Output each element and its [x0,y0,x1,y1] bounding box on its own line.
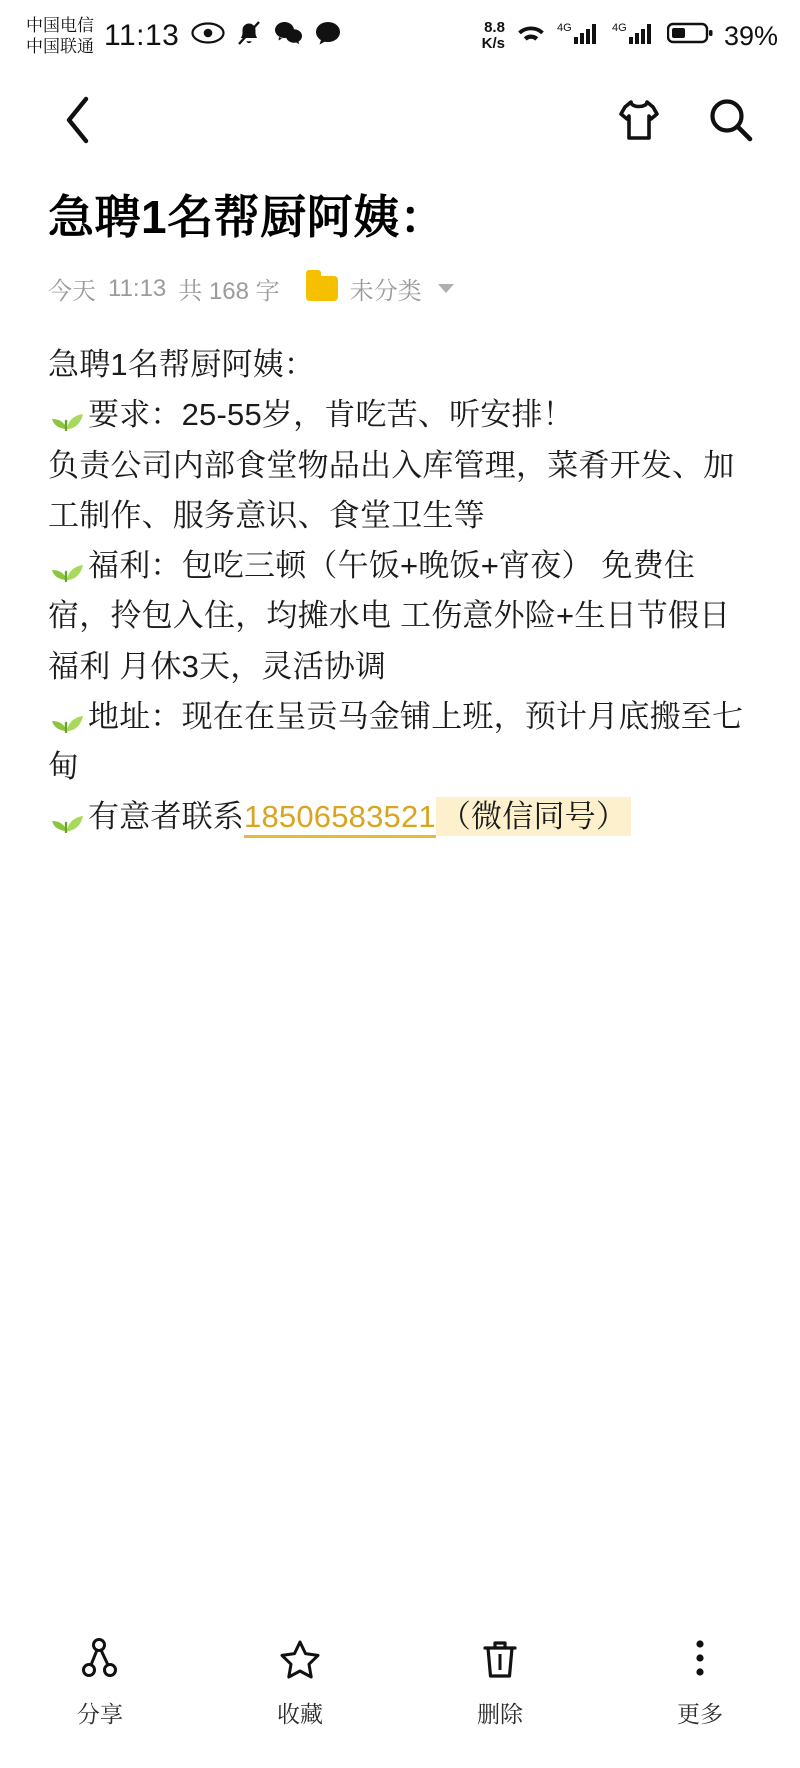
signal-bars-icon-1 [557,19,603,54]
note-day: 今天 [48,278,96,306]
note-folder-label: 未分类 [349,278,422,306]
note-line-text: 负责公司内部食堂物品出入库管理，菜肴开发、加工制作、服务意识、食堂卫生等 [48,447,735,533]
carrier-labels [26,15,94,58]
note-line-text: 急聘1名帮厨阿姨： [48,347,316,383]
favorite-label: 收藏 [277,1701,323,1727]
note-meta [48,271,752,306]
status-bar [0,0,800,72]
back-icon[interactable] [48,89,110,151]
svg-text:4G: 4G [611,21,627,34]
eye-icon [191,20,225,52]
svg-text:4G: 4G [556,21,572,34]
note-folder-selector[interactable] [306,271,454,306]
carrier-line-2: 中国联通 [26,37,94,56]
sprout-icon [48,801,86,833]
note-content [0,190,800,842]
search-icon[interactable] [700,89,762,151]
bell-muted-icon [236,19,262,54]
chevron-down-icon [438,284,454,293]
sprout-icon [48,701,86,733]
sprout-icon [48,550,86,582]
note-line [48,541,752,692]
contact-prefix: 有意者联系 [88,799,244,835]
phone-number-link[interactable]: 18506583521 [244,799,436,838]
net-speed-value: 8.8 [484,19,505,37]
status-clock: 11:13 [104,19,180,52]
note-body[interactable] [48,340,752,842]
note-line [48,340,752,390]
battery-icon [667,20,713,52]
note-line [48,441,752,541]
page-title: 急聘1名帮厨阿姨： [48,191,447,243]
favorite-button[interactable] [200,1636,400,1729]
note-line-text: 地址：现在在呈贡马金铺上班，预计月底搬至七甸 [48,698,744,784]
note-time: 11:13 [108,274,167,302]
delete-button[interactable] [400,1636,600,1729]
bottom-toolbar [0,1618,800,1768]
top-navigation-bar [0,72,800,168]
contact-suffix: （微信同号） [436,797,631,836]
network-speed [482,20,505,52]
note-line [48,390,752,440]
star-icon [278,1636,322,1682]
message-icon [314,20,342,53]
note-line-text: 要求：25-55岁，肯吃苦、听安排！ [88,397,574,433]
sprout-icon [48,399,86,431]
wifi-icon [514,20,548,53]
share-icon [79,1636,121,1682]
shirt-icon[interactable] [608,89,670,151]
share-button[interactable] [0,1636,200,1729]
note-line-text: 福利：包吃三顿（午饭+晚饭+宵夜） 免费住宿，拎包入住，均摊水电 工伤意外险+生日节假日福利 月休3天，灵活协调 [48,548,731,684]
more-label: 更多 [677,1701,723,1727]
battery-percent: 39% [723,20,778,51]
note-word-count: 共 168 字 [178,278,280,306]
more-icon [693,1636,707,1682]
carrier-line-1: 中国电信 [26,15,94,35]
trash-icon [479,1636,521,1682]
folder-icon [306,276,338,301]
net-speed-unit: K/s [481,35,505,52]
share-label: 分享 [77,1701,123,1727]
note-line [48,692,752,792]
wechat-icon [273,20,303,53]
delete-label: 删除 [477,1701,523,1727]
signal-bars-icon-2 [612,19,658,54]
note-contact-line [48,792,752,842]
more-button[interactable] [600,1636,800,1729]
